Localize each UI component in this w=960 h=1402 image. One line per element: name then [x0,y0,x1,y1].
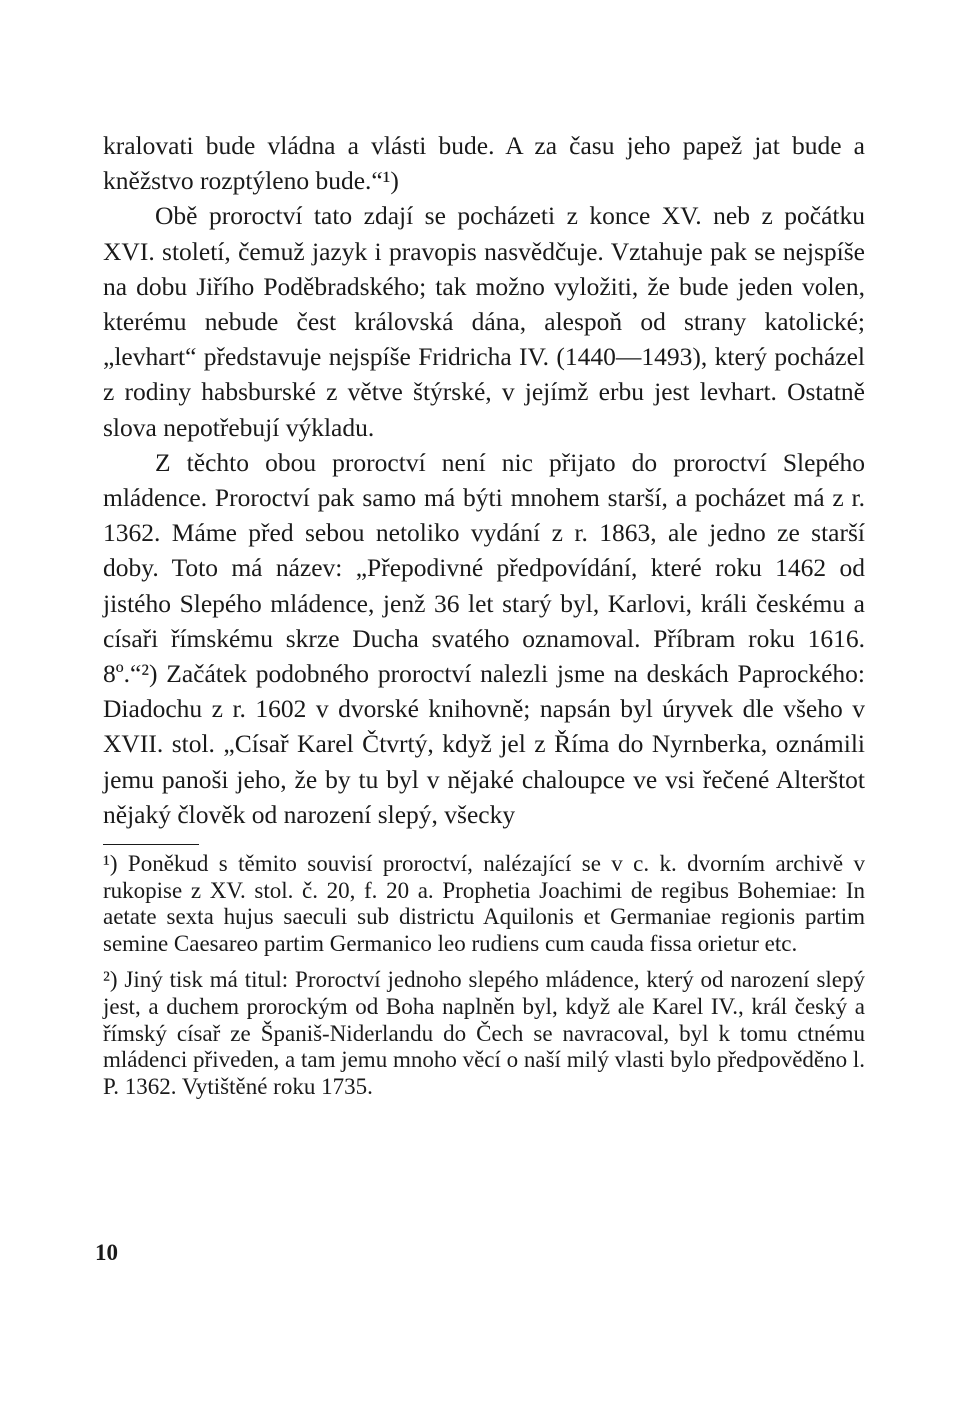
footnote-2: ²) Jiný tisk má titul: Proroctví jednoho slepého mládence, který od narození slepý jest, a duchem prorockým od Boha naplněn byl, když ale Karel IV., král český a římský císař ze Španiš-Niderlandu do Čech se navracoval, byl k tomu ctnému mládenci přiveden, a tam jemu mnoho věcí o naší milý vlasti bylo předpověděno l. P. 1362. Vytištěné roku 1735. [103,967,866,1099]
paragraph-2: Obě proroctví tato zdají se pocházeti z konce XV. neb z počátku XVI. století, čemuž jazyk i pravopis nasvědčuje. Vztahuje pak se nejspíše na dobu Jiřího Poděbradského; tak možno vyložiti, že bude jeden volen, kterému nebude čest královská dána, alespoň od strany katolické; „levhart“ představuje nejspíše Fridricha IV. (1440—1493), který pocházel z rodiny habsburské z větve štýrské, v jejímž erbu jest levhart. Ostatně slova nepotřebují výkladu. [103,201,865,442]
footnote-1: ¹) Poněkud s těmito souvisí proroctví, nalézající se v c. k. dvorním archivě v rukopise z XV. stol. č. 20, f. 20 a. Prophetia Joachimi de regibus Bohemiae: In aetate sexta hujus saeculi sub districtu Aquilonis et Germaniae regionis partim semine Caesareo partim Germanico leo rudiens cum cauda fissa orietur etc. [103,851,865,956]
footnote-divider [103,844,199,845]
page-content [103,128,865,1100]
main-text [103,128,865,832]
paragraph-1: kralovati bude vládna a vlásti bude. A za času jeho papež jat bude a kněžstvo rozptýleno bude.“¹) [103,131,865,196]
page-number: 10 [95,1240,118,1265]
paragraph-3: Z těchto obou proroctví není nic přijato do proroctví Slepého mládence. Proroctví pak samo má býti mnohem starší, a pocházet má z r. 1362. Máme před sebou netoliko vydání z r. 1863, ale jedno ze starší doby. Toto má název: „Přepodivné předpovídání, které roku 1462 od jistého Slepého mládence, jenž 36 let starý byl, Karlovi, králi českému a císaři římskému skrze Ducha svatého oznamoval. Příbram roku 1616. 8º.“²) Začátek podobného proroctví nalezli jsme na deskách Paprockého: Diadochu z r. 1602 v dvorské knihovně; napsán byl úryvek dle všeho v XVII. stol. „Císař Karel Čtvrtý, když jel z Říma do Nyrnberka, oznámili jemu panoši jeho, že by tu byl v nějaké chaloupce ve vsi řečené Alterštot nějaký člověk od narození slepý, všecky [103,447,865,829]
footnotes [103,851,865,1100]
